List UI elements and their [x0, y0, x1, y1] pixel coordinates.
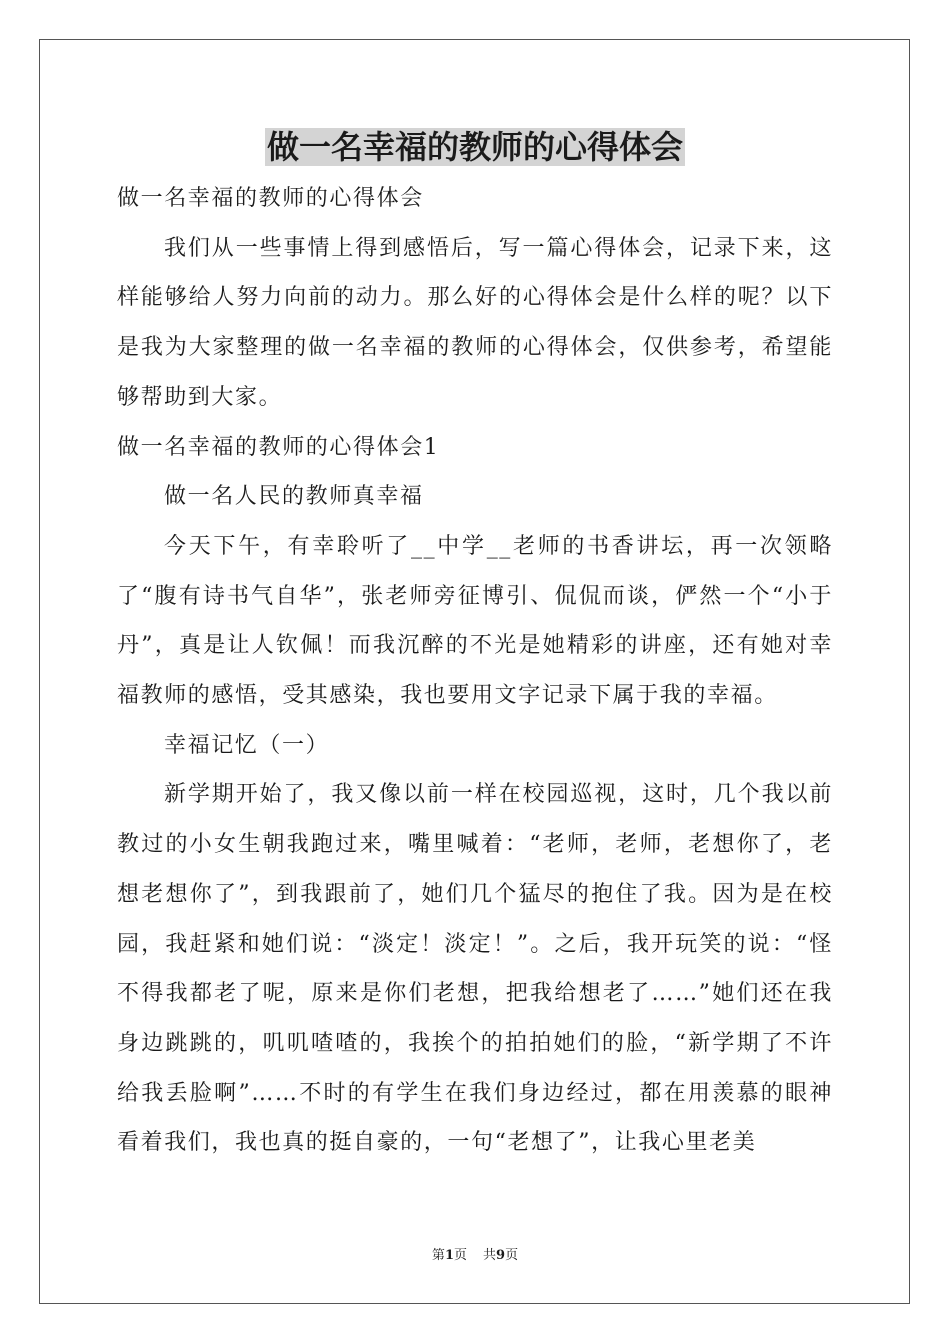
page-suffix: 页: [453, 1248, 467, 1263]
paragraph-intro: 我们从一些事情上得到感悟后，写一篇心得体会，记录下来，这样能够给人努力向前的动力。那么好的心得体会是什么样的呢？以下是我为大家整理的做一名幸福的教师的心得体会，仅供参考，希望能够帮助到大家。: [117, 235, 833, 410]
paragraph-body: 今天下午，有幸聆听了__中学__老师的书香讲坛，再一次领略了“腹有诗书气自华”，张老师旁征博引、侃侃而谈，俨然一个“小于丹”，真是让人钦佩！而我沉醉的不光是她精彩的讲座，还有她对幸福教师的感悟，受其感染，我也要用文字记录下属于我的幸福。: [117, 533, 833, 709]
page-prefix: 第: [431, 1248, 445, 1263]
page-number: 1: [444, 1248, 454, 1263]
document-body: [117, 174, 833, 1168]
paragraph-subtitle: 做一名幸福的教师的心得体会: [117, 186, 424, 211]
document-title-text: 做一名幸福的教师的心得体会: [266, 128, 683, 166]
page-footer: [0, 1247, 950, 1265]
paragraph-body: 新学期开始了，我又像以前一样在校园巡视，这时，几个我以前教过的小女生朝我跑过来，嘴里喊着：“老师，老师，老想你了，老想老想你了”，到我跟前了，她们几个猛尽的抱住了我。因为是在校园，我赶紧和她们说：“淡定！淡定！”。之后，我开玩笑的说：“怪不得我都老了呢，原来是你们老想，把我给想老了……”她们还在我身边跳跳的，叽叽喳喳的，我挨个的拍拍她们的脸，“新学期了不许给我丢脸啊”……不时的有学生在我们身边经过，都在用羡慕的眼神看着我们，我也真的挺自豪的，一句“老想了”，让我心里老美: [117, 782, 833, 1156]
document-title: [0, 124, 950, 170]
paragraph-heading: 做一名人民的教师真幸福: [164, 484, 424, 510]
total-pages: 9: [496, 1248, 506, 1263]
total-pages-indicator: [483, 1248, 518, 1263]
total-suffix: 页: [505, 1248, 519, 1263]
total-prefix: 共: [483, 1248, 497, 1263]
section-heading: 做一名幸福的教师的心得体会1: [117, 434, 440, 460]
page-indicator: [432, 1248, 467, 1263]
paragraph-subheading: 幸福记忆（一）: [164, 732, 330, 758]
